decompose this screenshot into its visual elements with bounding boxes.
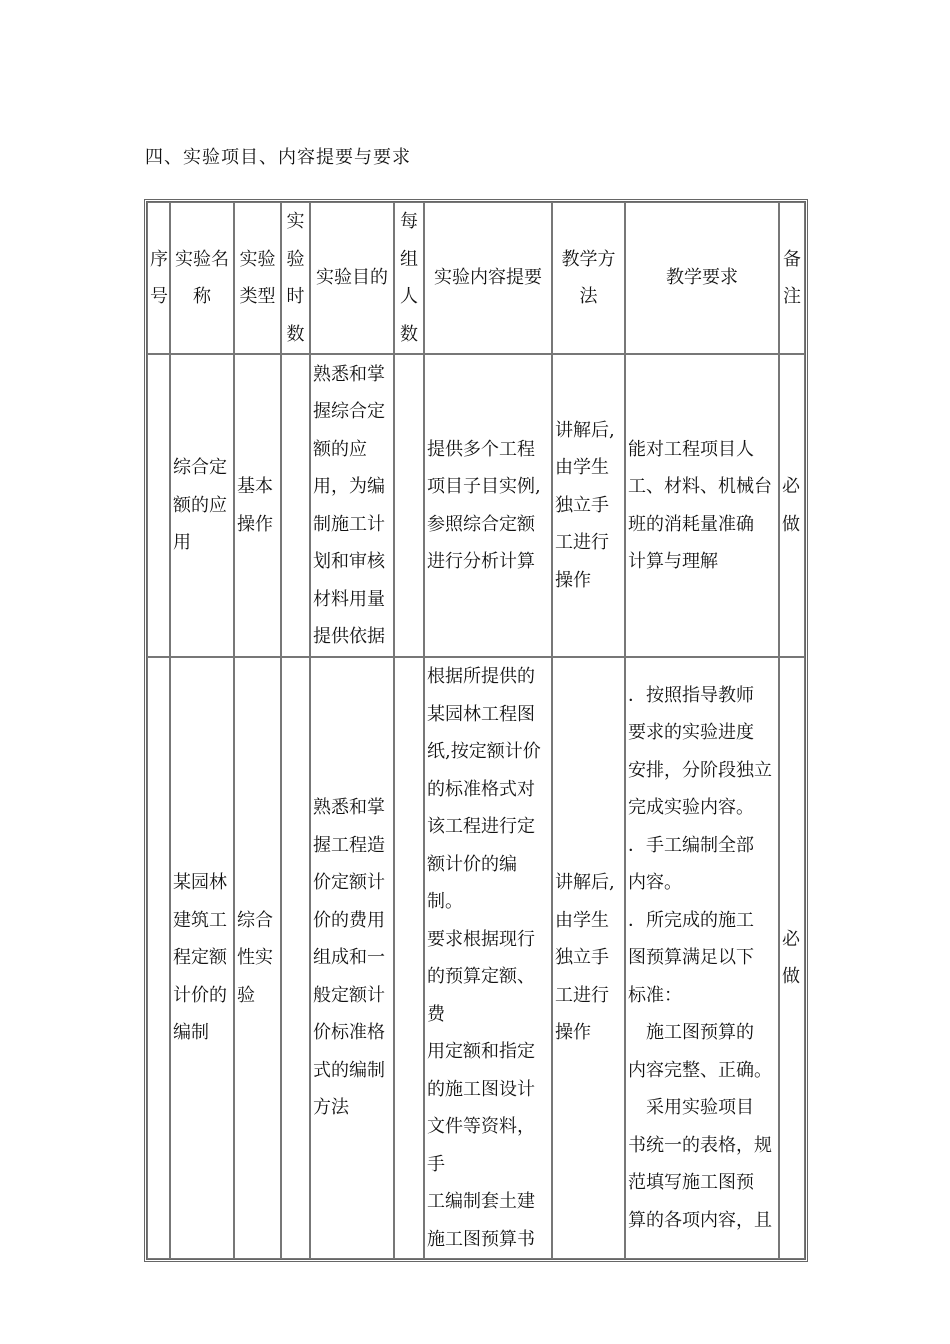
cell-remarks: 必 做 xyxy=(779,354,805,657)
cell-name: 综合定 额的应 用 xyxy=(170,354,234,657)
experiment-table xyxy=(144,199,808,1262)
header-content: 实验内容提要 xyxy=(424,202,552,354)
cell-method: 讲解后, 由学生 独立手 工进行 操作 xyxy=(552,354,625,657)
cell-group-size xyxy=(394,657,424,1259)
cell-method: 讲解后, 由学生 独立手 工进行 操作 xyxy=(552,657,625,1259)
header-index: 序 号 xyxy=(147,202,170,354)
cell-requirements: ．按照指导教师 要求的实验进度 安排，分阶段独立 完成实验内容。 ．手工编制全部 内容。 ．所完成的施工 图预算满足以下 标准： 施工图预算的 内容完整、正确。 采用实验项目 书统一的表格，规 范填写施工图预 算的各项内容，且 xyxy=(625,657,779,1259)
cell-type: 综合 性实 验 xyxy=(234,657,281,1259)
cell-hours xyxy=(281,354,310,657)
header-name: 实验名 称 xyxy=(170,202,234,354)
table-header-row xyxy=(147,202,805,354)
cell-type: 基本 操作 xyxy=(234,354,281,657)
cell-purpose: 熟悉和掌 握工程造 价定额计 价的费用 组成和一 般定额计 价标准格 式的编制 方法 xyxy=(310,657,394,1259)
header-method: 教学方 法 xyxy=(552,202,625,354)
cell-hours xyxy=(281,657,310,1259)
cell-requirements: 能对工程项目人 工、材料、机械台 班的消耗量准确 计算与理解 xyxy=(625,354,779,657)
table-row xyxy=(147,657,805,1259)
cell-index xyxy=(147,657,170,1259)
section-heading: 四、实验项目、内容提要与要求 xyxy=(145,147,411,168)
cell-purpose: 熟悉和掌 握综合定 额的应 用，为编 制施工计 划和审核 材料用量 提供依据 xyxy=(310,354,394,657)
header-group-size: 每 组 人 数 xyxy=(394,202,424,354)
table-row xyxy=(147,354,805,657)
cell-group-size xyxy=(394,354,424,657)
header-type: 实验 类型 xyxy=(234,202,281,354)
header-requirements: 教学要求 xyxy=(625,202,779,354)
header-purpose: 实验目的 xyxy=(310,202,394,354)
cell-name: 某园林 建筑工 程定额 计价的 编制 xyxy=(170,657,234,1259)
header-remarks: 备 注 xyxy=(779,202,805,354)
cell-content: 根据所提供的 某园林工程图 纸,按定额计价 的标准格式对 该工程进行定 额计价的编制。 要求根据现行 的预算定额、费 用定额和指定 的施工图设计 文件等资料，手 工编制套土建 施工图预算书 xyxy=(424,657,552,1259)
header-hours: 实 验 时 数 xyxy=(281,202,310,354)
cell-index xyxy=(147,354,170,657)
cell-remarks: 必 做 xyxy=(779,657,805,1259)
cell-content: 提供多个工程 项目子目实例, 参照综合定额 进行分析计算 xyxy=(424,354,552,657)
